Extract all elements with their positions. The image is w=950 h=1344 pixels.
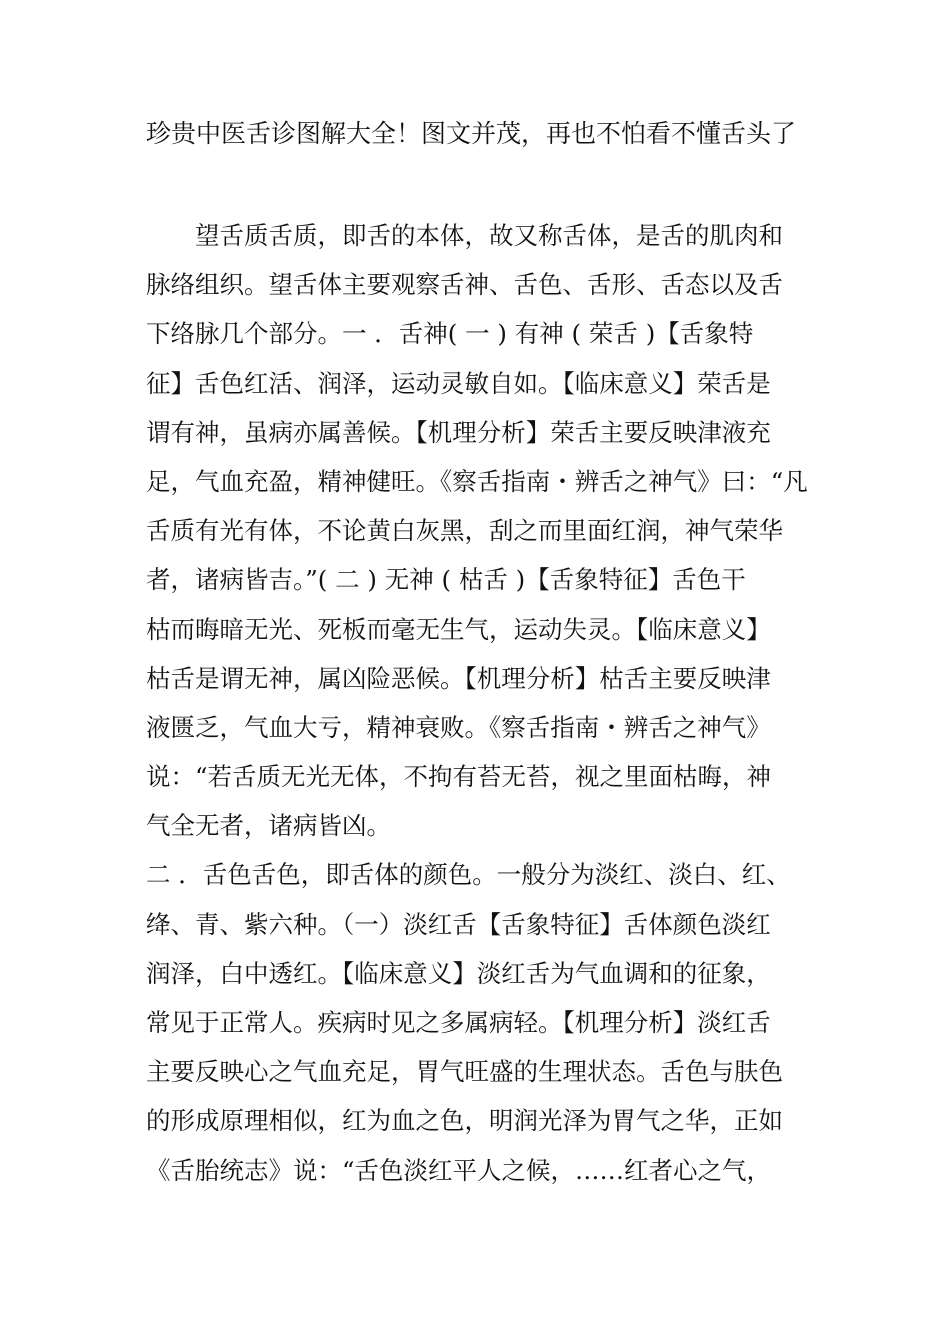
- text-line: 下络脉几个部分。一 ．舌神( 一 ) 有神 ( 荣舌 )【舌象特: [146, 319, 754, 349]
- text-line: 谓有神，虽病亦属善候。【机理分析】荣舌主要反映津液充: [146, 417, 771, 447]
- text-line: 的形成原理相似，红为血之色，明润光泽为胃气之华，正如: [146, 1106, 783, 1136]
- text-line: 望舌质舌质，即舌的本体，故又称舌体，是舌的肌肉和: [195, 221, 783, 250]
- text-line: 主要反映心之气血充足，胃气旺盛的生理状态。舌色与肤色: [146, 1057, 783, 1087]
- text-line: 舌质有光有体，不论黄白灰黑，刮之而里面红润，神气荣华: [146, 516, 783, 546]
- text-line: 足，气血充盈，精神健旺。《察舌指南・辨舌之神气》曰：“凡: [146, 466, 808, 496]
- text-line: 者，诸病皆吉。”( 二 ) 无神 ( 枯舌 )【舌象特征】舌色干: [146, 565, 746, 595]
- document-body: [146, 211, 826, 1195]
- text-line: 液匮乏，气血大亏，精神衰败。《察舌指南・辨舌之神气》: [146, 712, 771, 742]
- text-line: 绛、青、紫六种。（一）淡红舌【舌象特征】舌体颜色淡红: [146, 909, 771, 939]
- text-line: 征】舌色红活、润泽，运动灵敏自如。【临床意义】荣舌是: [146, 368, 771, 398]
- text-line: 脉络组织。望舌体主要观察舌神、舌色、舌形、舌态以及舌: [146, 270, 783, 300]
- text-line: 常见于正常人。疾病时见之多属病轻。【机理分析】淡红舌: [146, 1008, 771, 1037]
- document-title: 珍贵中医舌诊图解大全！图文并茂，再也不怕看不懂舌头了: [146, 119, 797, 148]
- text-line: 枯而晦暗无光、死板而毫无生气，运动失灵。【临床意义】: [146, 614, 771, 644]
- text-line: 枯舌是谓无神，属凶险恶候。【机理分析】枯舌主要反映津: [146, 663, 771, 693]
- text-line: 气全无者，诸病皆凶。: [146, 811, 391, 841]
- text-line: 说：“若舌质无光无体，不拘有苔无苔，视之里面枯晦，神: [146, 762, 772, 792]
- text-line: 《舌胎统志》说：“舌色淡红平人之候，……红者心之气，: [146, 1155, 772, 1185]
- text-line: 润泽，白中透红。【临床意义】淡红舌为气血调和的征象，: [146, 958, 771, 988]
- text-line: 二 ．舌色舌色，即舌体的颜色。一般分为淡红、淡白、红、: [146, 860, 791, 890]
